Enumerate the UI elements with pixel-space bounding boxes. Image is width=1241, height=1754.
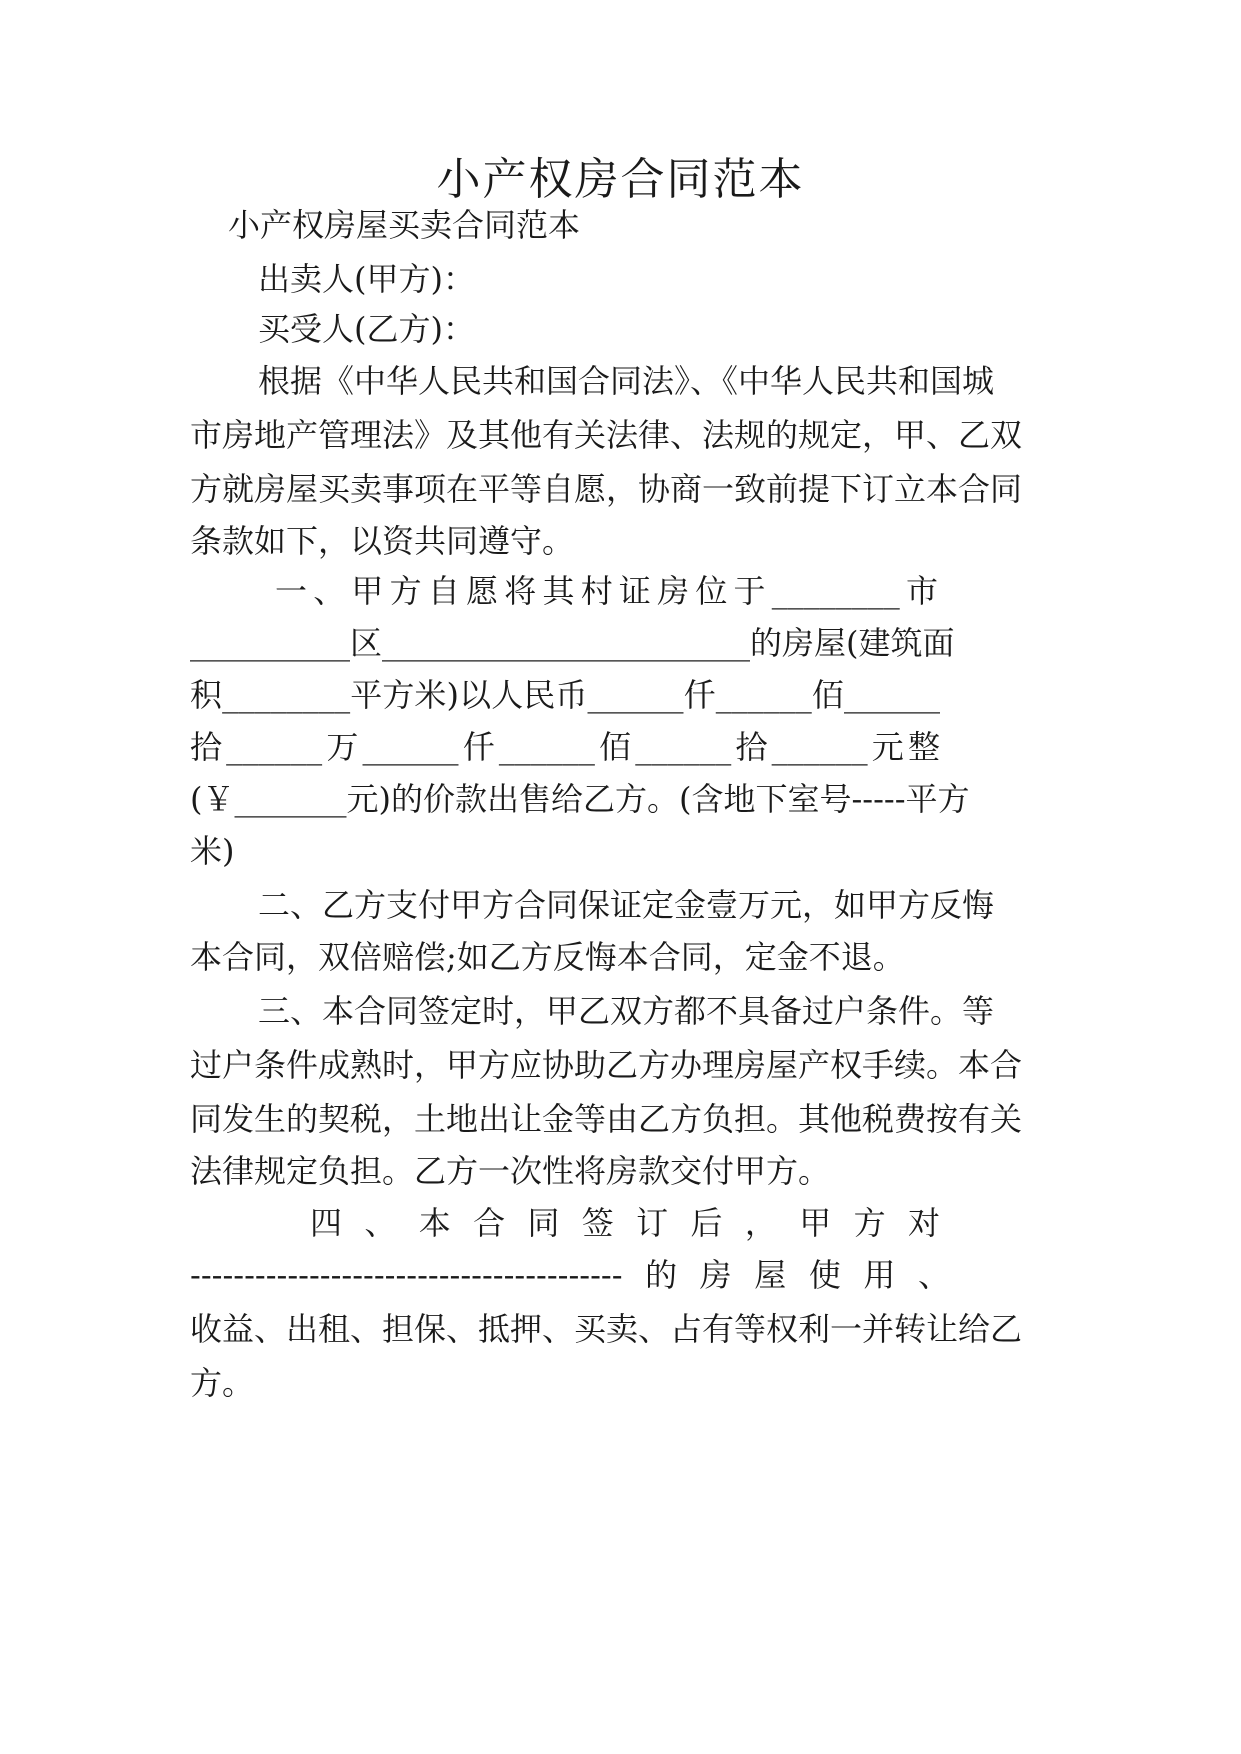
buyer-label: 买受人(乙方)：: [258, 310, 475, 348]
preamble-line-1: 根据《中华人民共和国合同法》、《中华人民共和国城: [258, 362, 995, 400]
preamble-line-4: 条款如下，以资共同遵守。: [190, 522, 575, 560]
clause2-line-1: 二、乙方支付甲方合同保证定金壹万元，如甲方反悔: [258, 886, 995, 924]
clause3-line-4: 法律规定负担。乙方一次性将房款交付甲方。: [190, 1152, 831, 1190]
clause1-line-5: (￥_______元)的价款出售给乙方。(含地下室号-----平方: [190, 780, 970, 818]
document-subtitle: 小产权房屋买卖合同范本: [228, 206, 581, 244]
clause2-line-2: 本合同，双倍赔偿;如乙方反悔本合同，定金不退。: [190, 938, 905, 976]
clause1-line-2: __________区_______________________的房屋(建筑面: [190, 624, 955, 662]
clause4-line-1: 四、本合同签订后，甲方对: [310, 1204, 940, 1242]
clause3-line-1: 三、本合同签定时，甲乙双方都不具备过户条件。等: [258, 992, 995, 1030]
clause4-line-4: 方。: [190, 1364, 255, 1402]
clause1-line-1: 一、甲方自愿将其村证房位于________市: [275, 572, 938, 610]
seller-label: 出卖人(甲方)：: [258, 260, 475, 298]
clause3-line-3: 同发生的契税，土地出让金等由乙方负担。其他税费按有关: [190, 1100, 1023, 1138]
document-title: 小产权房合同范本: [436, 154, 805, 205]
clause1-line-6: 米): [190, 832, 235, 870]
clause4-line-3: 收益、出租、担保、抵押、买卖、占有等权利一并转让给乙: [190, 1310, 1023, 1348]
preamble-line-3: 方就房屋买卖事项在平等自愿，协商一致前提下订立本合同: [190, 470, 1023, 508]
clause1-line-3: 积________平方米)以人民币______仟______佰______: [190, 676, 940, 714]
clause1-line-4: 拾______万______仟______佰______拾______元整: [190, 728, 940, 766]
clause4-line-2: ----------------------------------------的房屋使用、: [190, 1256, 950, 1294]
clause3-line-2: 过户条件成熟时，甲方应协助乙方办理房屋产权手续。本合: [190, 1046, 1023, 1084]
preamble-line-2: 市房地产管理法》及其他有关法律、法规的规定，甲、乙双: [190, 416, 1023, 454]
